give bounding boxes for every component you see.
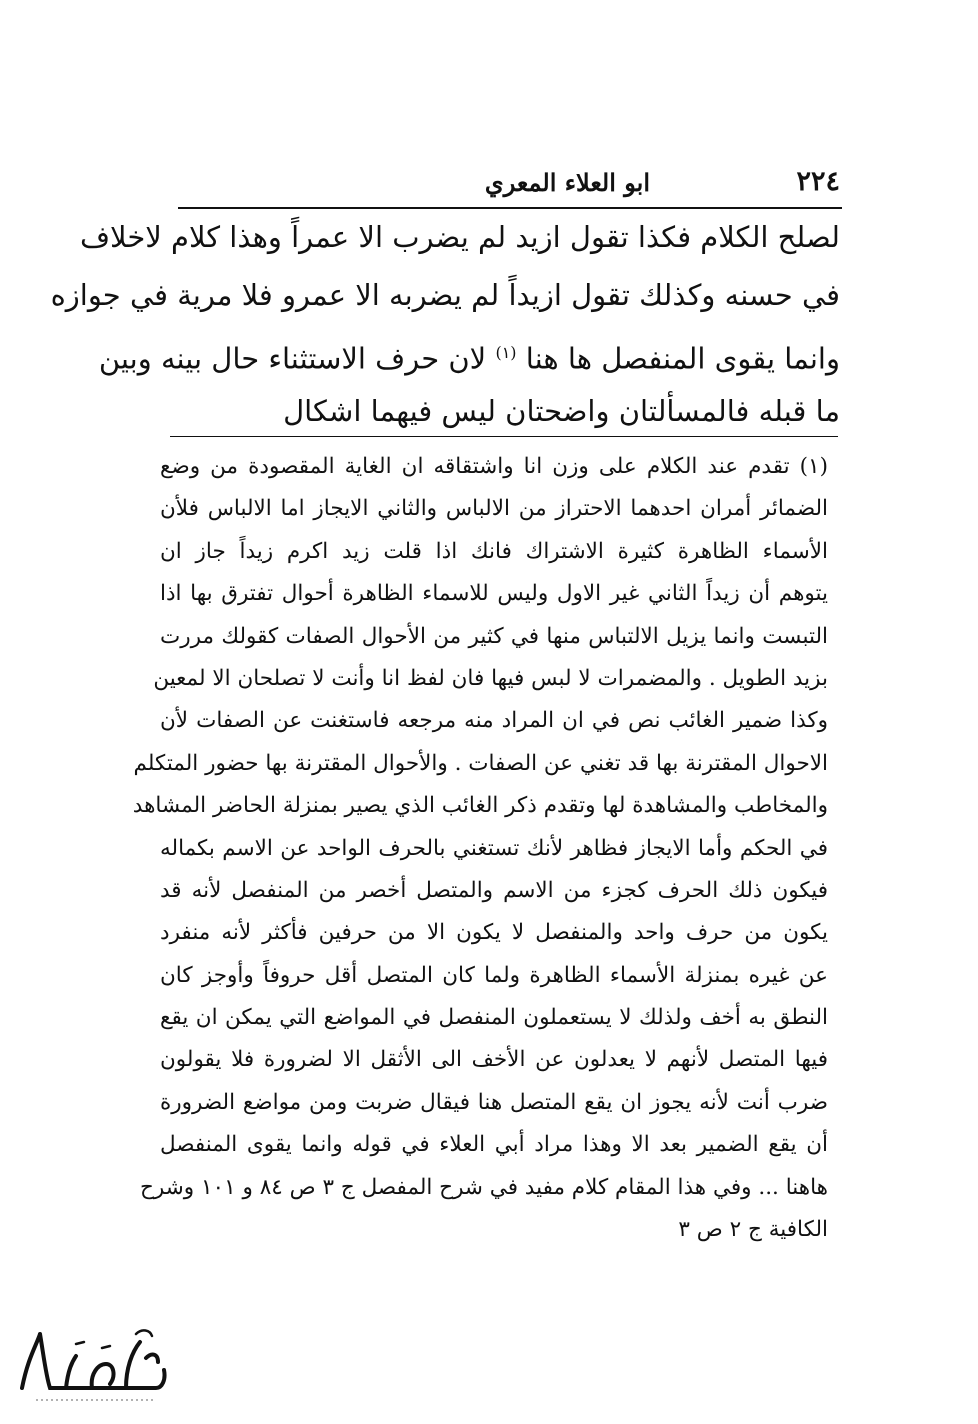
page-number: ٢٢٤ — [796, 166, 840, 197]
footnote-line: (١) تقدم عند الكلام على وزن انا واشتقاقه ان الغاية المقصودة من وضع — [160, 454, 828, 479]
running-title: ابو العلاء المعري — [484, 168, 650, 197]
main-line-1: لصلح الكلام فكذا تقول ازيد لم يضرب الا عمراً وهذا كلام لاخلاف — [79, 220, 840, 254]
footnote-line: أن يقع الضمير بعد الا وهذا مراد أبي العلاء في قوله وانما يقوى المنفصل — [160, 1132, 828, 1158]
footnote-line: فيكون ذلك الحرف كجزء من الاسم والمتصل أخصر من المنفصل لأنه قد — [160, 877, 828, 903]
footnote-reference[interactable]: (١) — [495, 343, 517, 362]
footnote-line: في الحكم وأما الايجاز فظاهر لأنك تستغني بالحرف الواحد عن الاسم بكماله — [160, 835, 828, 861]
footnote-line: يتوهم أن زيداً الثاني غير الاول وليس للاسماء الظاهرة أحوال تفترق بها اذا — [160, 581, 828, 607]
footnote-line: الاحوال المقترنة بها قد تغني عن الصفات . والأحوال المقترنة بها حضور المتكلم — [133, 750, 828, 776]
main-line-4: ما قبله فالمسألتان واضحتان ليس فيهما اشكال — [283, 394, 840, 428]
footnote-line: بزيد الطويل . والمضمرات لا لبس فيها فان لفظ انا وأنت لا تصلحان الا لمعين — [153, 665, 828, 691]
main-line-3 — [98, 324, 840, 382]
main-line-3-end: لان حرف الاستثناء حال بينه وبين — [98, 341, 496, 376]
calligraphy-stamp-icon — [6, 1318, 178, 1414]
footnote-line: هاهنا ... وفي هذا المقام كلام مفيد في شرح المفصل ج ٣ ص ٨٤ و ١٠١ وشرح — [140, 1174, 828, 1200]
footnote-line: الضمائر أمران احدهما الاحتراز من الالباس والثاني الايجاز اما الالباس فلأن — [160, 496, 828, 522]
page-header — [178, 162, 840, 202]
main-line-3-start: وانما يقوى المنفصل ها هنا — [525, 341, 840, 376]
footnote-rule — [170, 436, 838, 437]
footnote-line: ضرب أنت لأنه يجوز ان يقع المتصل هنا فيقال ضربت ومن مواضع الضرورة — [160, 1089, 828, 1115]
footnote-line: والمخاطب والمشاهدة لها وتقدم ذكر الغائب الذي يصير بمنزلة الحاضر المشاهد — [132, 793, 828, 819]
footnote-line: يكون من حرف واحد والمنفصل لا يكون الا من حرفين فأكثر لأنه منفرد — [160, 920, 828, 946]
footnote-line: فيها المتصل لأنهم لا يعدلون عن الأخف الى الأثقل الا لضرورة فلا يقولون — [160, 1047, 828, 1073]
footnote-line: الأسماء الظاهرة كثيرة الاشتراك فانك اذا قلت زيد اكرم زيداً جاز ان — [160, 538, 828, 564]
main-text — [50, 208, 840, 440]
footnote-line: التبست وانما يزيل الالتباس منها في كثير من الأحوال الصفات كقولك مررت — [160, 623, 828, 649]
footnote-line: عن غيره بمنزلة الأسماء الظاهرة ولما كان المتصل أقل حروفاً وأوجز كان — [160, 962, 828, 988]
footnotes — [132, 446, 828, 1251]
footnote-line: النطق به أخف ولذلك لا يستعملون المنفصل في المواضع التي يمكن ان يقع — [160, 1005, 828, 1031]
footnote-line: الكافية ج ٢ ص ٣ — [678, 1217, 828, 1243]
main-line-2: في حسنه وكذلك تقول ازيداً لم يضربه الا عمرو فلا مرية في جوازه — [50, 278, 840, 312]
calligraphy-stamp — [6, 1318, 178, 1414]
footnote-line: وكذا ضمير الغائب نص في ان المراد منه مرجعه فاستغنت عن الصفات لأن — [160, 708, 828, 734]
